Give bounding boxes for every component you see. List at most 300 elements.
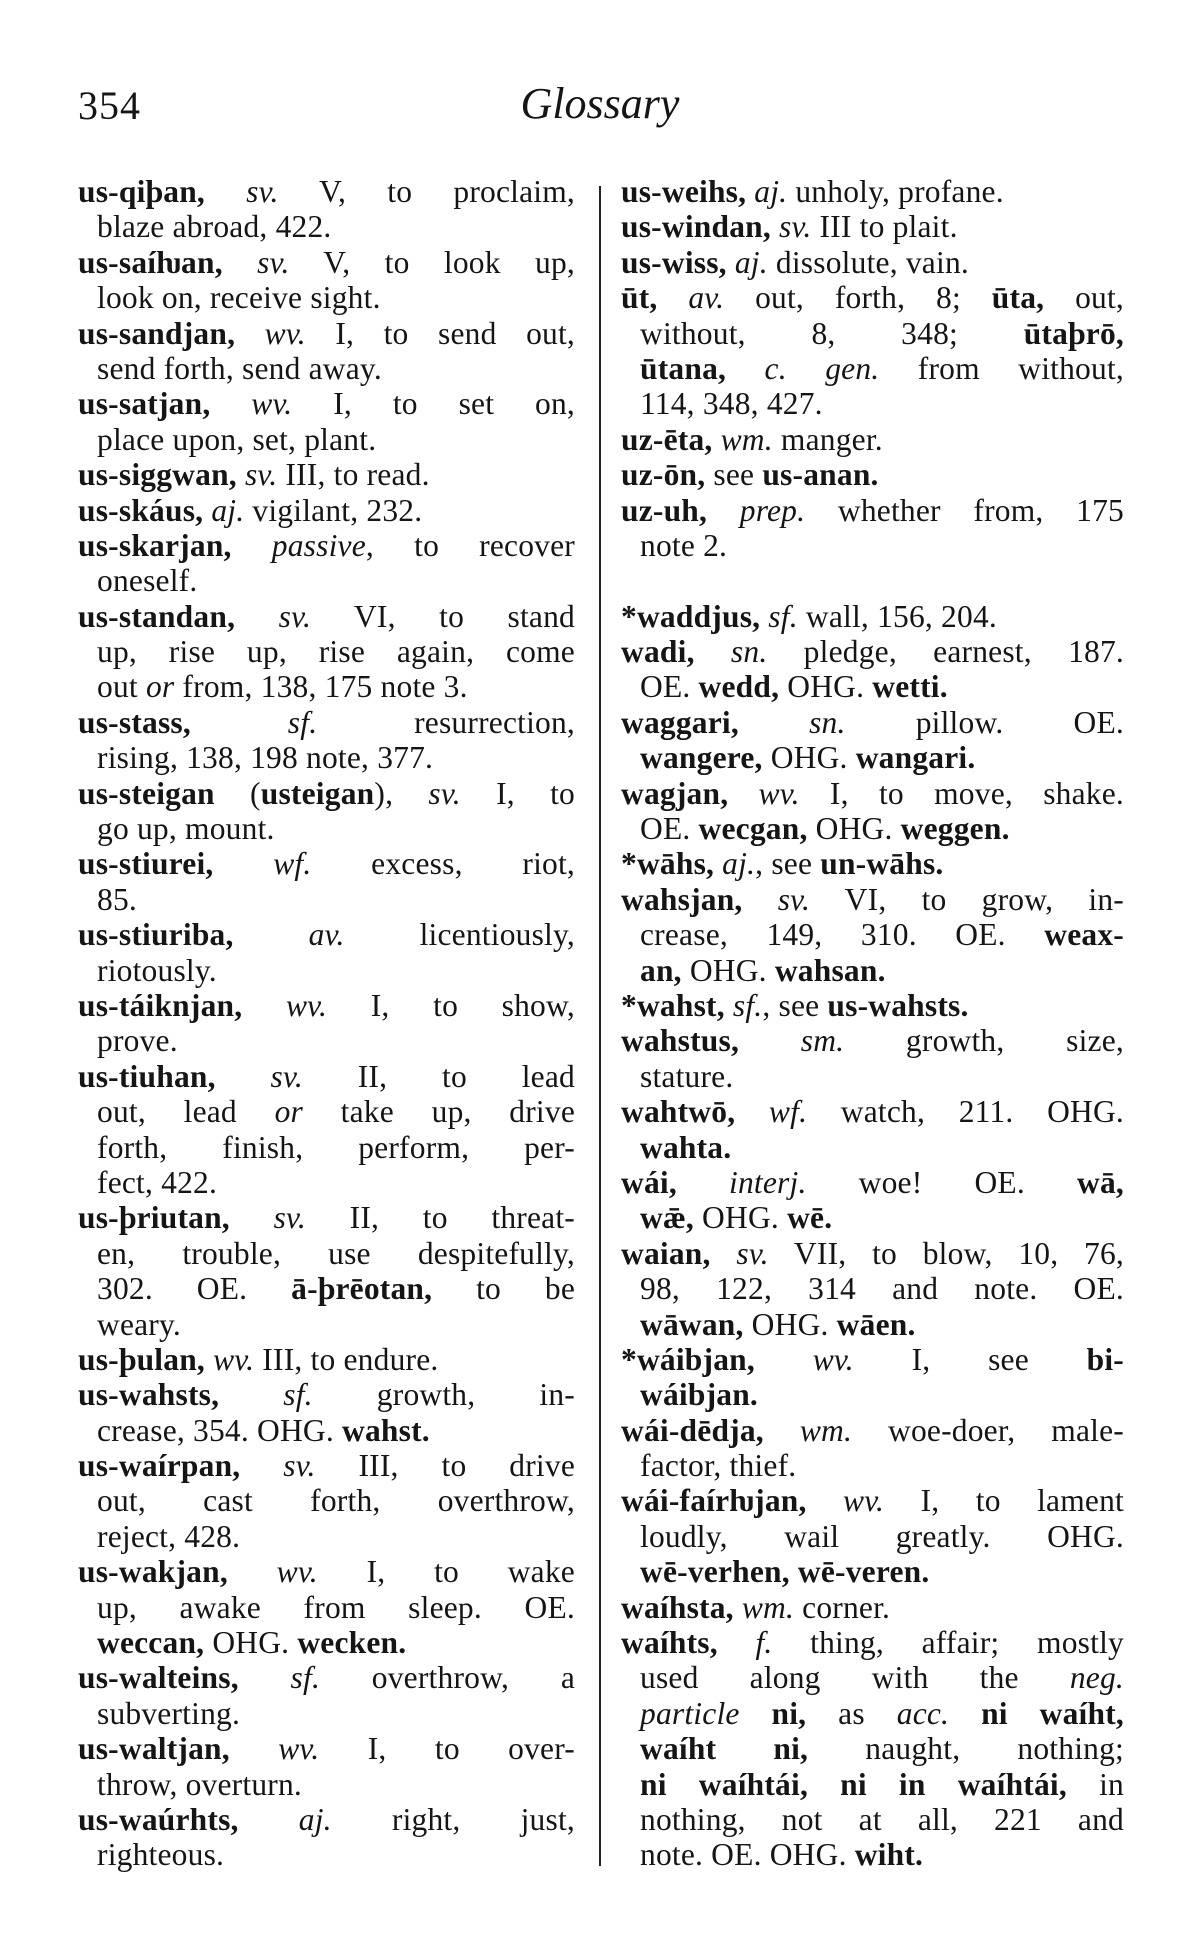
headword-text: us-saíƕan, (78, 244, 223, 280)
grammar-label: wm. (733, 1589, 795, 1625)
definition-text: overthrow, a (320, 1660, 575, 1696)
definition-text: as (806, 1695, 897, 1731)
definition-text: stature. (640, 1058, 734, 1094)
headword-text: us-qiþan, (78, 174, 206, 209)
definition-text: look on, receive sight. (97, 280, 381, 316)
headword-text: us-anan. (762, 457, 879, 493)
headword-text: us-waltjan, (78, 1731, 230, 1767)
headword-text: us-þriutan, (78, 1200, 230, 1236)
entry-headline (621, 634, 1124, 669)
headword-text: us-wahsts, (78, 1377, 220, 1413)
definition-text: fect, 422. (97, 1164, 218, 1200)
definition-text: OHG. (204, 1625, 298, 1661)
glossary-entry (621, 846, 1124, 881)
glossary-entry (621, 457, 1124, 492)
entry-headline (78, 1200, 575, 1235)
definition-text: in (1066, 1766, 1124, 1802)
entry-headline (621, 1483, 1124, 1518)
grammar-label: wf. (213, 846, 312, 882)
entry-continuation (621, 386, 1124, 421)
definition-text: dissolute, vain. (767, 244, 969, 280)
entry-continuation (621, 1660, 1124, 1695)
definition-text: righteous. (97, 1837, 225, 1873)
headword-text: ūtaþrō, (1023, 315, 1124, 351)
definition-text: wall, 156, 204. (797, 598, 997, 634)
glossary-entry (621, 634, 1124, 705)
definition-text: resurrection, (317, 704, 575, 740)
entry-continuation (621, 1200, 1124, 1235)
headword-text: ūtana, (640, 350, 727, 386)
grammar-label: sf. (219, 1377, 313, 1413)
headword-text: wedd, (698, 669, 780, 705)
headword-text: an, (640, 952, 682, 988)
entry-continuation (621, 1731, 1124, 1766)
definition-text: weary. (97, 1306, 181, 1342)
glossary-entry (78, 846, 575, 917)
headword-text: wē-verhen, wē-veren. (640, 1554, 930, 1590)
grammar-label: particle (640, 1695, 740, 1731)
headword-text: wecgan, (698, 811, 808, 847)
entry-headline (621, 1625, 1124, 1660)
definition-text: out, cast forth, overthrow, (97, 1483, 575, 1519)
headword-text: wái-faírƕjan, (621, 1483, 807, 1519)
glossary-entry (621, 1094, 1124, 1165)
definition-text: III, to endure. (254, 1341, 439, 1377)
headword-text: wangere, (640, 740, 763, 776)
grammar-label: sf. (724, 987, 763, 1023)
entry-headline (78, 528, 575, 563)
headword-text: wahtwō, (621, 1094, 736, 1130)
glossary-entry (78, 1059, 575, 1201)
definition-text: woe-doer, male- (852, 1412, 1124, 1448)
headword-text: ā-þrēotan, (291, 1271, 433, 1307)
definition-text: up, rise up, rise again, come (97, 634, 575, 670)
headword-text: uz-uh, (621, 492, 708, 528)
entry-headline (78, 917, 575, 952)
headword-text: bi- (1086, 1341, 1124, 1377)
grammar-label: f. (717, 1625, 773, 1661)
glossary-entry (78, 917, 575, 988)
entry-continuation (78, 1130, 575, 1165)
entry-headline (621, 882, 1124, 917)
headword-text: wā, (1077, 1164, 1124, 1200)
definition-text: I, to wake (317, 1554, 575, 1590)
headword-text: us-þulan, (78, 1341, 206, 1377)
grammar-label: interj. (676, 1164, 807, 1200)
glossary-entry (78, 1377, 575, 1448)
definition-text: corner. (794, 1589, 891, 1625)
headword-text: ni waíht, (949, 1695, 1124, 1731)
definition-text: growth, in- (312, 1377, 575, 1413)
entry-headline (78, 776, 575, 811)
grammar-label: prep. (707, 492, 806, 528)
headword-text: waggari, (621, 704, 739, 740)
entry-headline (78, 1342, 575, 1377)
entry-continuation (78, 1837, 575, 1872)
headword-text: uz-ēta, (621, 421, 713, 457)
glossary-entry (621, 422, 1124, 457)
definition-text: out, forth, 8; (724, 280, 992, 316)
entry-headline (78, 1660, 575, 1695)
headword-text: *wáibjan, (621, 1341, 755, 1377)
headword-text: us-stass, (78, 704, 191, 740)
entry-continuation (621, 1696, 1124, 1731)
definition-text: en, trouble, use despitefully, (97, 1235, 575, 1271)
headword-text: wagjan, (621, 775, 729, 811)
grammar-label: aj. (714, 846, 756, 882)
headword-text: weax- (1044, 917, 1124, 953)
definition-text: from, 138, 175 note 3. (174, 669, 468, 705)
glossary-entry (78, 776, 575, 847)
grammar-label: sf. (760, 598, 798, 634)
definition-text: I, to set on, (292, 386, 575, 422)
headword-text: wahta. (640, 1129, 732, 1165)
entry-headline (621, 599, 1124, 634)
column-divider (599, 186, 601, 1866)
headword-text: us-wiss, (621, 244, 727, 280)
definition-text: , to recover (365, 527, 575, 563)
grammar-label: aj. (746, 174, 788, 209)
entry-headline (78, 1731, 575, 1766)
grammar-label: aj. (726, 244, 768, 280)
definition-text: I, to move, shake. (799, 775, 1124, 811)
headword-text: *wahst, (621, 987, 725, 1023)
glossary-entry (621, 988, 1124, 1023)
definition-text: crease, 354. OHG. (97, 1412, 343, 1448)
definition-text: OHG. (779, 669, 873, 705)
headword-text: waíht ni, (640, 1731, 809, 1767)
definition-text: licentiously, (344, 917, 575, 953)
entry-headline (78, 599, 575, 634)
entry-continuation (78, 1625, 575, 1660)
definition-text: throw, overturn. (97, 1766, 302, 1802)
glossary-entry (78, 1731, 575, 1802)
grammar-label: wv. (229, 1731, 320, 1767)
entry-headline (621, 1413, 1124, 1448)
definition-text: OHG. (681, 952, 775, 988)
definition-text: right, just, (331, 1801, 575, 1837)
definition-text: whether from, 175 (805, 492, 1124, 528)
entry-continuation (621, 1377, 1124, 1412)
headword-text: us-waúrhts, (78, 1801, 239, 1837)
entry-continuation (621, 669, 1124, 704)
glossary-entry (78, 1660, 575, 1731)
grammar-label: or (274, 1094, 303, 1130)
headword-text: wē. (787, 1200, 833, 1236)
entry-continuation (78, 1767, 575, 1802)
headword-text: wái, (621, 1164, 677, 1200)
definition-text: OHG. (693, 1200, 788, 1236)
headword-text: us-sandjan, (78, 315, 236, 351)
definition-text: 114, 348, 427. (640, 386, 823, 422)
entry-headline (78, 1377, 575, 1412)
definition-text: II, to threat- (305, 1200, 575, 1236)
definition-text: OE. (640, 811, 699, 847)
headword-text: wahst. (342, 1412, 430, 1448)
entry-headline (78, 1802, 575, 1837)
grammar-label: or (145, 669, 175, 705)
headword-text: wāen. (836, 1306, 916, 1342)
definition-text: watch, 211. OHG. (807, 1094, 1124, 1130)
entry-continuation (78, 669, 575, 704)
entry-continuation (78, 953, 575, 988)
definition-text: , see (762, 987, 828, 1023)
definition-text: note. OE. OHG. (640, 1837, 855, 1873)
grammar-label: wv. (728, 775, 800, 811)
definition-text: note 2. (640, 527, 728, 563)
definition-text: I, to over- (319, 1731, 575, 1767)
grammar-label: sf. (238, 1660, 321, 1696)
entry-headline (621, 1590, 1124, 1625)
entry-headline (78, 316, 575, 351)
definition-text: manger. (772, 421, 883, 457)
headword-text: us-skarjan, (78, 527, 232, 563)
glossary-entry (621, 776, 1124, 847)
headword-text: us-wahsts. (827, 987, 969, 1023)
headword-text: us-windan, (621, 209, 771, 245)
grammar-label: sv. (710, 1235, 769, 1271)
definition-text: pillow. OE. (845, 704, 1124, 740)
entry-continuation (621, 1519, 1124, 1554)
glossary-entry (78, 386, 575, 457)
definition-text: VI, to stand (311, 598, 575, 634)
entry-headline (78, 1554, 575, 1589)
grammar-label: sn. (694, 634, 768, 670)
entry-headline (621, 1165, 1124, 1200)
headword-text: *wāhs, (621, 846, 715, 882)
definition-text: I, to lament (884, 1483, 1124, 1519)
definition-text: loudly, wail greatly. OHG. (640, 1518, 1124, 1554)
entry-headline (621, 493, 1124, 528)
glossary-entry (621, 882, 1124, 988)
headword-text: us-satjan, (78, 386, 211, 422)
headword-text: wahstus, (621, 1023, 740, 1059)
entry-headline (621, 846, 1124, 881)
entry-headline (621, 988, 1124, 1023)
entry-continuation (78, 280, 575, 315)
grammar-label: sv. (236, 457, 278, 493)
definition-text: reject, 428. (97, 1518, 241, 1554)
glossary-entry (78, 493, 575, 528)
entry-continuation (621, 1837, 1124, 1872)
headword-text: waíhts, (621, 1625, 718, 1661)
definition-text: III, to drive (315, 1448, 575, 1484)
entry-continuation (621, 316, 1124, 351)
grammar-label: wv. (806, 1483, 885, 1519)
definition-text: oneself. (97, 563, 198, 599)
entry-continuation (78, 1590, 575, 1625)
headword-text: us-skáus, (78, 492, 204, 528)
entry-continuation (78, 1307, 575, 1342)
definition-text: rising, 138, 198 note, 377. (97, 740, 434, 776)
definition-text: III, to read. (277, 457, 430, 493)
headword-text: usteigan (260, 775, 375, 811)
entry-continuation (78, 1023, 575, 1058)
entry-headline (621, 1023, 1124, 1058)
headword-text: wadi, (621, 634, 695, 670)
definition-text: OHG. (743, 1306, 837, 1342)
headword-text: wǣ, (640, 1200, 694, 1236)
headword-text: us-siggwan, (78, 457, 237, 493)
entry-headline (78, 1059, 575, 1094)
entry-continuation (78, 1413, 575, 1448)
glossary-entry (78, 705, 575, 776)
headword-text: wetti. (872, 669, 948, 705)
glossary-entry (621, 1413, 1124, 1484)
definition-text: go up, mount. (97, 811, 275, 847)
entry-continuation (78, 1519, 575, 1554)
glossary-entry (78, 174, 575, 245)
definition-text: VI, to grow, in- (810, 881, 1124, 917)
glossary-entry (621, 1236, 1124, 1342)
entry-continuation (78, 811, 575, 846)
grammar-label: sv. (229, 1200, 306, 1236)
definition-text: excess, riot, (311, 846, 575, 882)
definition-text: naught, nothing; (808, 1731, 1124, 1767)
headword-text: us-wakjan, (78, 1554, 228, 1590)
definition-text: take up, drive (302, 1094, 575, 1130)
definition-text: vigilant, 232. (244, 492, 423, 528)
glossary-entry (621, 174, 1124, 209)
definition-text: out, lead (97, 1094, 275, 1130)
headword-text: wáibjan. (640, 1377, 759, 1413)
grammar-label: wv. (210, 386, 293, 422)
headword-text: us-stiurei, (78, 846, 214, 882)
definition-text: I, see (853, 1341, 1087, 1377)
glossary-entry (78, 245, 575, 316)
definition-text: crease, 149, 310. OE. (640, 917, 1045, 953)
glossary-entry (78, 1448, 575, 1554)
grammar-label: sv. (240, 1448, 316, 1484)
glossary-entry (621, 493, 1124, 564)
grammar-label: sv. (205, 174, 279, 209)
grammar-label: av. (657, 280, 725, 316)
headword-text: wecken. (297, 1625, 407, 1661)
entry-continuation (78, 563, 575, 598)
grammar-label: sf. (190, 704, 318, 740)
entry-continuation (78, 882, 575, 917)
definition-text: up, awake from sleep. OE. (97, 1589, 575, 1625)
definition-text: 98, 122, 314 and note. OE. (640, 1271, 1124, 1307)
entry-headline (621, 457, 1124, 492)
grammar-label: sm. (739, 1023, 845, 1059)
headword-text: weccan, (97, 1625, 205, 1661)
definition-text: I, to show, (327, 987, 575, 1023)
entry-continuation (78, 740, 575, 775)
definition-text: II, to lead (302, 1058, 575, 1094)
entry-headline (621, 422, 1124, 457)
grammar-label: sv. (742, 881, 811, 917)
entry-headline (78, 457, 575, 492)
entry-continuation (621, 740, 1124, 775)
right-column (621, 174, 1124, 1873)
grammar-label: sv. (428, 775, 461, 811)
definition-text: OHG. (762, 740, 856, 776)
headword-text: us-tiuhan, (78, 1058, 216, 1094)
headword-text: us-standan, (78, 598, 236, 634)
headword-text: ni, (739, 1695, 807, 1731)
headword-text: us-walteins, (78, 1660, 239, 1696)
definition-text: subverting. (97, 1695, 241, 1731)
entry-headline (621, 1342, 1124, 1377)
glossary-entry (621, 245, 1124, 280)
definition-text: 85. (97, 881, 137, 917)
entry-continuation (78, 634, 575, 669)
definition-text: V, to proclaim, (278, 174, 575, 209)
entry-continuation (78, 1696, 575, 1731)
headword-text: *waddjus, (621, 598, 761, 634)
glossary-entry (621, 1625, 1124, 1873)
headword-text: wái-dēdja, (621, 1412, 764, 1448)
headword-text: wangari. (855, 740, 976, 776)
headword-text: waian, (621, 1235, 711, 1271)
entry-continuation (621, 917, 1124, 952)
entry-headline (621, 705, 1124, 740)
definition-text: forth, finish, perform, per- (97, 1129, 575, 1165)
page-number: 354 (78, 83, 141, 128)
glossary-entry (621, 280, 1124, 422)
grammar-label: aj. (203, 492, 245, 528)
definition-text: thing, affair; mostly (772, 1625, 1124, 1661)
entry-headline (78, 174, 575, 209)
grammar-label: wv. (235, 315, 306, 351)
entry-headline (78, 493, 575, 528)
definition-text: without, 8, 348; (640, 315, 1024, 351)
definition-text: III to plait. (811, 209, 958, 245)
glossary-entry (78, 1342, 575, 1377)
headword-text: wāwan, (640, 1306, 744, 1342)
entry-headline (78, 386, 575, 421)
grammar-label: aj. (238, 1801, 332, 1837)
definition-text: blaze abroad, 422. (97, 209, 332, 245)
entry-continuation (621, 953, 1124, 988)
definition-text: unholy, profane. (787, 174, 1004, 209)
headword-text: waíhsta, (621, 1589, 734, 1625)
grammar-label: wv. (205, 1341, 255, 1377)
entry-continuation (621, 528, 1124, 563)
headword-text: ni waíhtái, ni in waíhtái, (640, 1766, 1067, 1802)
grammar-label: wv. (754, 1341, 854, 1377)
grammar-label: sv. (770, 209, 812, 245)
definition-text: 302. OE. (97, 1271, 292, 1307)
glossary-entry (621, 1342, 1124, 1413)
definition-text: ), (374, 775, 429, 811)
entry-headline (621, 1094, 1124, 1129)
entry-continuation (78, 351, 575, 386)
headword-text: wahsan. (774, 952, 886, 988)
glossary-entry (78, 1802, 575, 1873)
headword-text: uz-ōn, (621, 457, 706, 493)
glossary-entry (621, 1590, 1124, 1625)
grammar-label: wv. (242, 987, 328, 1023)
entry-continuation (78, 422, 575, 457)
definition-text: , see (755, 846, 821, 882)
grammar-label: passive (231, 527, 366, 563)
definition-text: pledge, earnest, 187. (767, 634, 1124, 670)
entry-headline (621, 776, 1124, 811)
definition-text: OE. (640, 669, 699, 705)
grammar-label: sv. (222, 244, 290, 280)
grammar-label: sv. (215, 1058, 303, 1094)
definition-text: OHG. (807, 811, 901, 847)
definition-text: prove. (97, 1023, 178, 1059)
grammar-label: wm. (712, 421, 773, 457)
headword-text: us-steigan (78, 775, 215, 811)
glossary-entry (621, 599, 1124, 634)
definition-text: place upon, set, plant. (97, 421, 377, 457)
grammar-label: wv. (227, 1554, 318, 1590)
entry-continuation (621, 1307, 1124, 1342)
